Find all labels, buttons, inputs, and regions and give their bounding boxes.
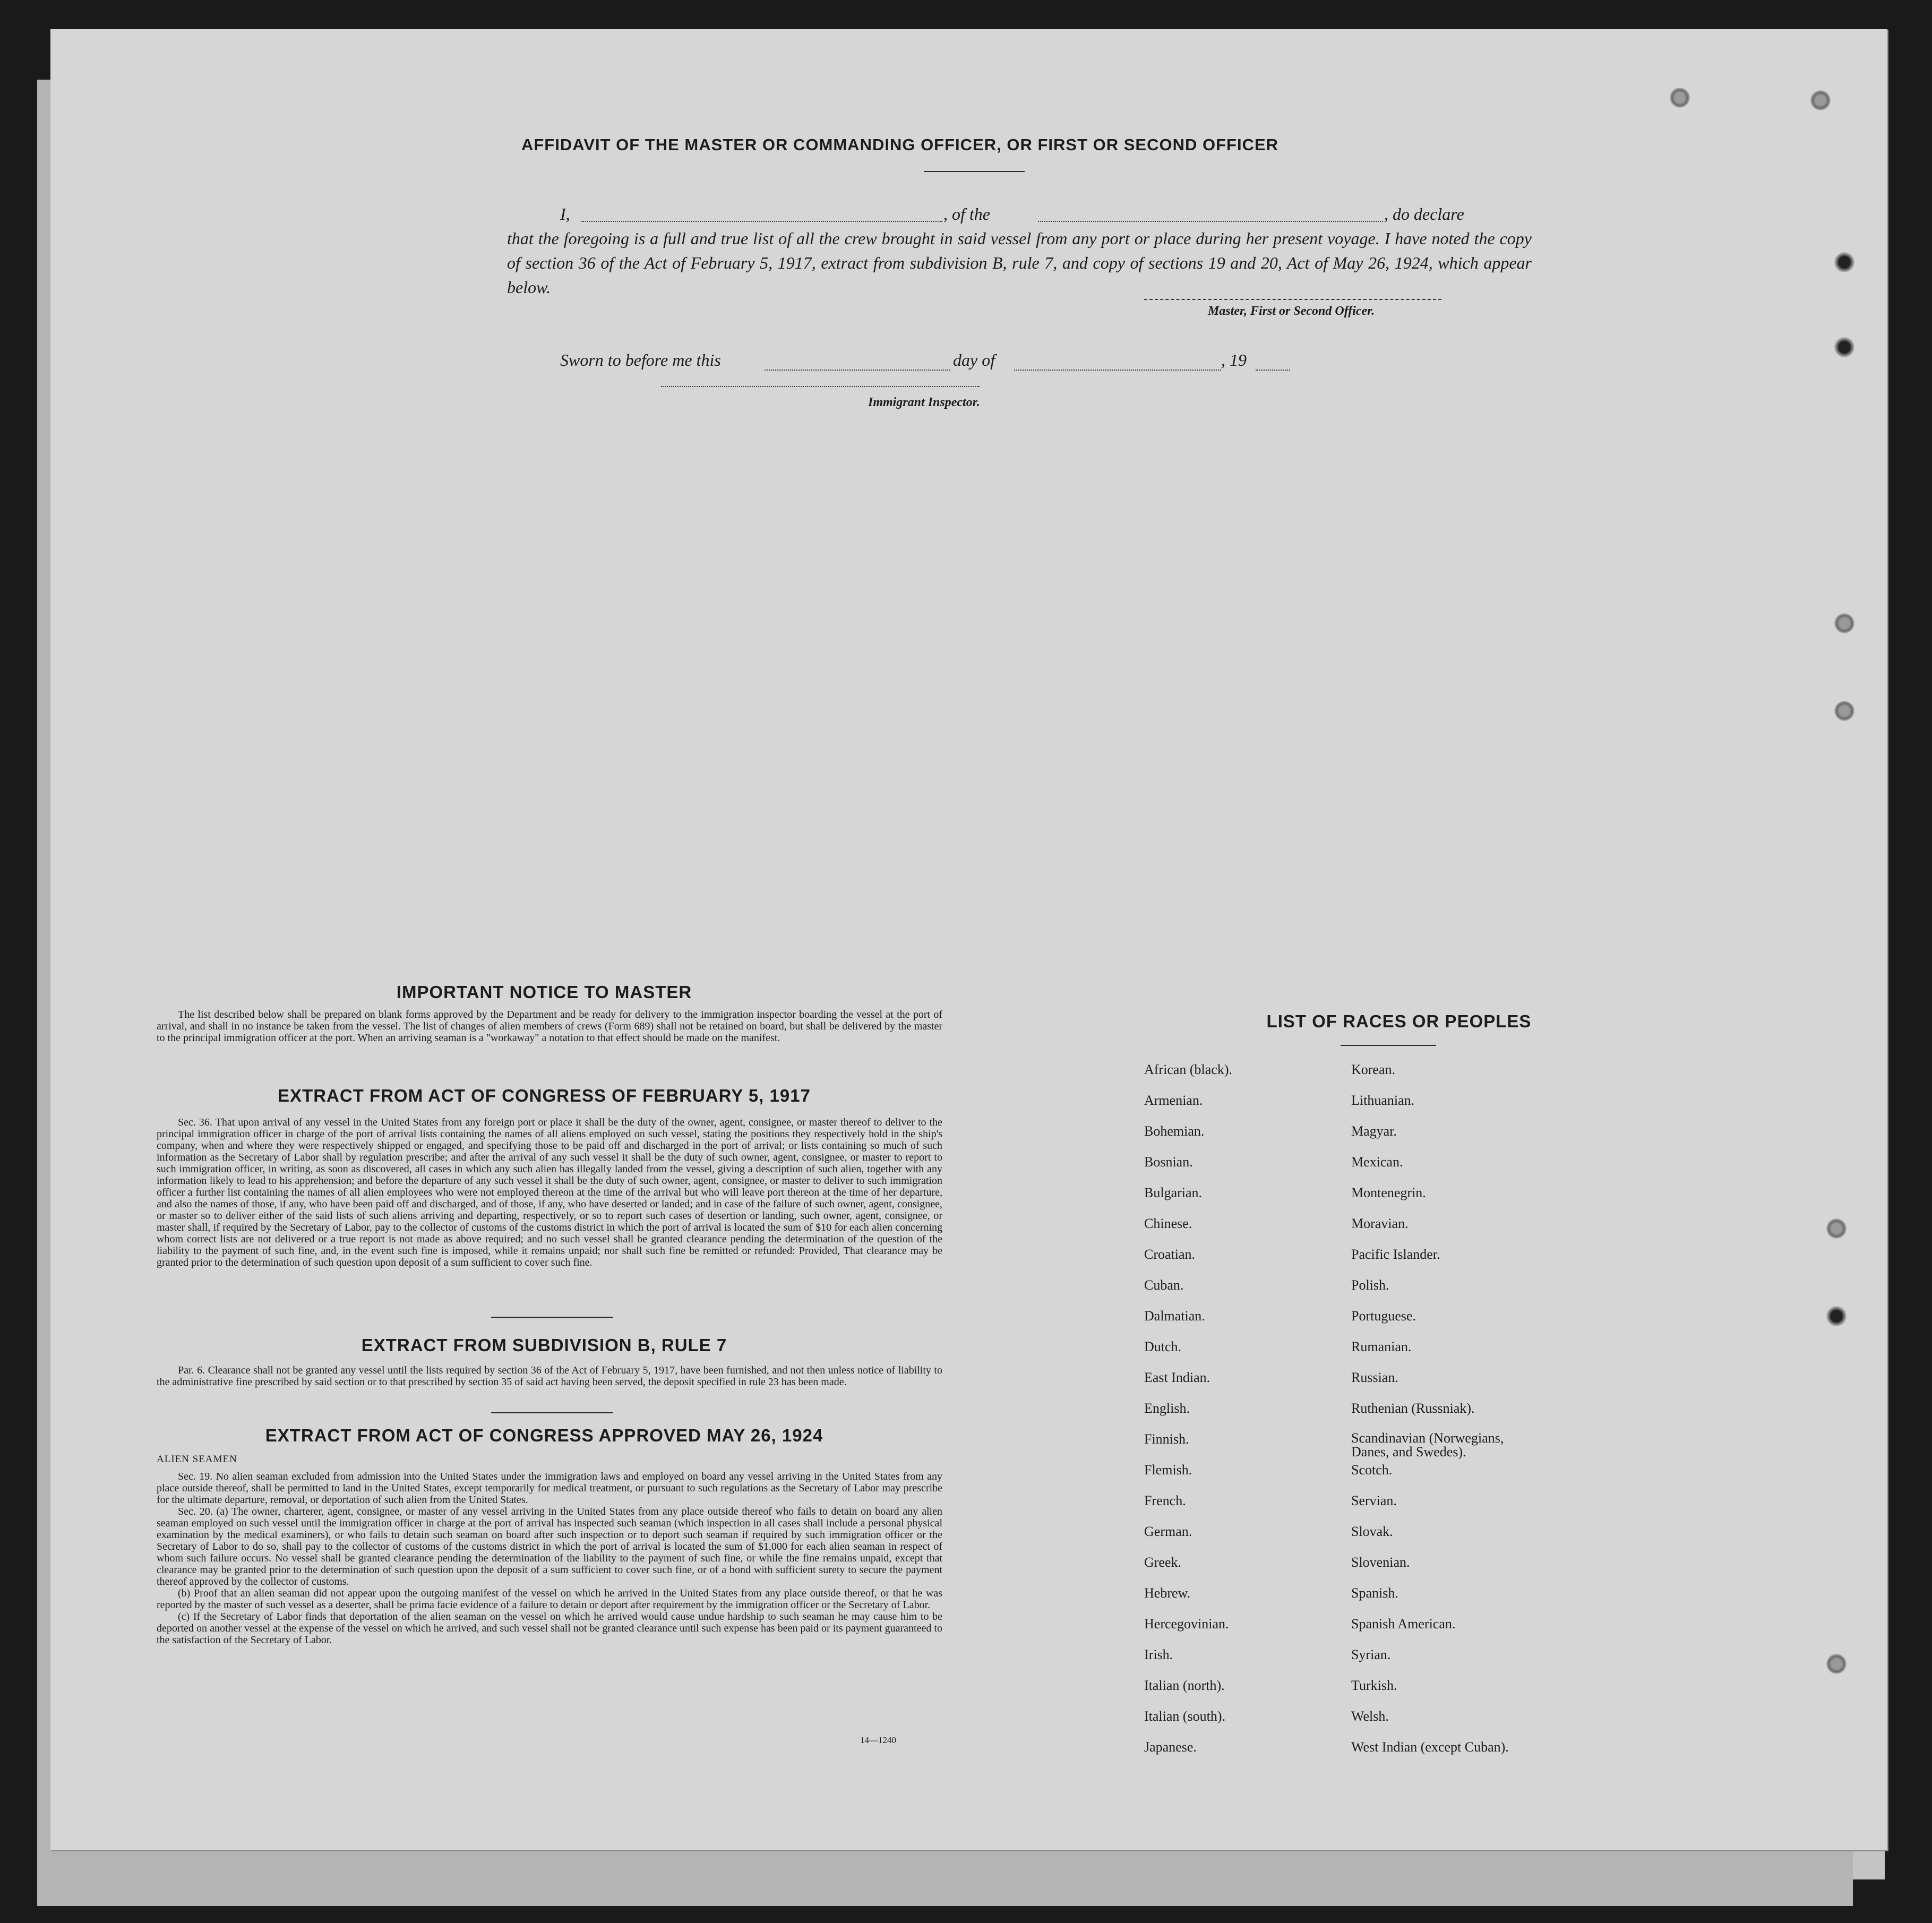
- affidavit-first-line: [507, 202, 1532, 226]
- race-item: Scotch.: [1351, 1462, 1393, 1478]
- race-item: Slovak.: [1351, 1524, 1393, 1539]
- races-title: LIST OF RACES OR PEOPLES: [1266, 1011, 1532, 1031]
- race-item: Polish.: [1351, 1277, 1389, 1293]
- race-item: Bohemian.: [1144, 1123, 1205, 1139]
- section-20a: Sec. 20. (a) The owner, charterer, agent, consignee, or master of any vessel arriving in the United States from any place outside thereof who fails to detain on board any alien seaman employed on such vessel until the immigration officer in charge at the port of arrival has inspected such seaman (which inspection in all cases shall include a personal physical examination by the medical examiners), or who fails to detain such seaman on board after such inspection or to deport such seaman if required by such immigration officer or the Secretary of Labor to do so, shall pay to the collector of customs of the customs district in which the port of arrival is located the sum of $1,000 for each alien seaman in respect of whom such failure occurs. No vessel shall be granted clearance pending the determination of the liability to the payment of such fine, or while the fine remains unpaid, except that clearance may be granted prior to the determination of such question upon the deposit of a sum sufficient to cover such fine, or of a bond with sufficient surety to secure the payment thereof approved by the collector of customs.: [157, 1506, 942, 1587]
- race-item: Greek.: [1144, 1555, 1182, 1570]
- race-item: Portuguese.: [1351, 1308, 1416, 1324]
- notice-title: IMPORTANT NOTICE TO MASTER: [396, 982, 692, 1002]
- affidavit-statement: that the foregoing is a full and true list of all the crew brought in said vessel from any port or place during her present voyage. I have noted the copy of section 36 of the Act of February 5, 1917, extract from subdivision B, rule 7, and copy of sections 19 and 20, Act of May 26, 1924, which appear below.: [507, 229, 1532, 297]
- race-item: Magyar.: [1351, 1123, 1397, 1139]
- punch-hole: [1834, 337, 1854, 357]
- race-item: Scandinavian (Norwegians, Danes, and Swedes).: [1351, 1430, 1504, 1460]
- sworn-month-blank[interactable]: [1014, 370, 1221, 371]
- sworn-day-blank[interactable]: [765, 370, 950, 371]
- race-item: Servian.: [1351, 1493, 1397, 1508]
- section-19: Sec. 19. No alien seaman excluded from admission into the United States under the immigration laws and employed on board any vessel arriving in the United States from any place outside thereof, shall be permitted to land in the United States, except temporarily for medical treatment, or pursuant to such regulations as the Secretary of Labor may prescribe for the ultimate departure, removal, or deportation of such alien from the United States.: [157, 1471, 942, 1506]
- race-item: Montenegrin.: [1351, 1185, 1426, 1200]
- race-item: Bulgarian.: [1144, 1185, 1203, 1200]
- extract-1924-title: EXTRACT FROM ACT OF CONGRESS APPROVED MAY 26, 1924: [265, 1426, 823, 1445]
- affidavit-do-declare: , do declare: [1384, 204, 1464, 224]
- race-item: Spanish.: [1351, 1585, 1398, 1601]
- sworn-line: [560, 350, 1303, 375]
- sworn-prefix: Sworn to before me this: [560, 350, 721, 370]
- punch-hole: [1834, 701, 1854, 721]
- race-item: Syrian.: [1351, 1647, 1391, 1662]
- race-item: Dalmatian.: [1144, 1308, 1205, 1324]
- inspector-caption: Immigrant Inspector.: [868, 396, 980, 409]
- name-blank[interactable]: [581, 221, 942, 222]
- punch-hole: [1670, 88, 1690, 108]
- race-item: Flemish.: [1144, 1462, 1192, 1478]
- vessel-blank[interactable]: [1038, 221, 1383, 222]
- race-item: Mexican.: [1351, 1154, 1403, 1170]
- race-item: Rumanian.: [1351, 1339, 1412, 1354]
- extract-rule7-text: [157, 1364, 942, 1388]
- affidavit-i: I,: [560, 204, 570, 224]
- signature-caption: Master, First or Second Officer.: [1208, 304, 1375, 318]
- divider: [1341, 1045, 1436, 1046]
- race-item: Hebrew.: [1144, 1585, 1191, 1601]
- notice-text: [157, 1009, 942, 1044]
- notice-paragraph: The list described below shall be prepared on blank forms approved by the Department and be ready for delivery to the immigration inspector boarding the vessel at the port of arrival, and shall in no instance be taken from the vessel. The list of changes of alien members of crews (Form 689) shall not be retained on board, but shall be delivered by the master to the principal immigration officer at the port. When an arriving seaman is a "workaway" a notation to that effect should be made on the manifest.: [157, 1009, 942, 1044]
- race-item: German.: [1144, 1524, 1192, 1539]
- extract-1917-title: EXTRACT FROM ACT OF CONGRESS OF FEBRUARY 5, 1917: [278, 1086, 811, 1105]
- race-item: Armenian.: [1144, 1093, 1203, 1108]
- section-20b: (b) Proof that an alien seaman did not appear upon the outgoing manifest of the vessel on which he arrived in the United States from any place outside thereof, or that he was reported by the master of such vessel as a deserter, shall be prima facie evidence of a failure to detain or deport after requirement by the immigration officer or the Secretary of Labor.: [157, 1587, 942, 1611]
- race-item: Spanish American.: [1351, 1616, 1456, 1632]
- sworn-day-of: day of: [953, 350, 995, 370]
- punch-hole: [1834, 252, 1854, 272]
- race-item: Turkish.: [1351, 1678, 1397, 1693]
- race-item: Ruthenian (Russniak).: [1351, 1401, 1475, 1416]
- race-item: Russian.: [1351, 1370, 1398, 1385]
- race-item: Italian (south).: [1144, 1709, 1226, 1724]
- divider: [491, 1412, 613, 1413]
- section-20c: (c) If the Secretary of Labor finds that deportation of the alien seaman on the vessel on which he arrived would cause undue hardship to such seaman he may cause him to be deported on another vessel at the expense of the vessel on which he arrived, and such vessel shall not be granted clearance until such expense has been paid or its payment guaranteed to the satisfaction of the Secretary of Labor.: [157, 1611, 942, 1646]
- alien-seamen-subtitle: ALIEN SEAMEN: [157, 1454, 237, 1465]
- race-item: Bosnian.: [1144, 1154, 1193, 1170]
- affidavit-title: AFFIDAVIT OF THE MASTER OR COMMANDING OFFICER, OR FIRST OR SECOND OFFICER: [521, 135, 1279, 154]
- race-item: French.: [1144, 1493, 1186, 1508]
- race-item: East Indian.: [1144, 1370, 1210, 1385]
- race-item: Finnish.: [1144, 1431, 1189, 1447]
- document-page: [50, 29, 1887, 1850]
- sworn-year-blank[interactable]: [1256, 370, 1290, 371]
- form-number: 14—1240: [860, 1735, 896, 1745]
- inspector-signature-line[interactable]: [661, 386, 980, 387]
- race-item: Japanese.: [1144, 1739, 1197, 1755]
- race-item: Moravian.: [1351, 1216, 1409, 1231]
- punch-hole: [1826, 1654, 1847, 1674]
- races-right-column: [1341, 1062, 1617, 1770]
- extract-1924-text: [157, 1471, 942, 1646]
- extract-rule7-title: EXTRACT FROM SUBDIVISION B, RULE 7: [361, 1335, 727, 1355]
- race-item: Hercegovinian.: [1144, 1616, 1229, 1632]
- extract-1917-text: [157, 1117, 942, 1268]
- race-item: Lithuanian.: [1351, 1093, 1415, 1108]
- section-36: Sec. 36. That upon arrival of any vessel in the United States from any foreign port or place it shall be the duty of the owner, agent, consignee, or master thereof to deliver to the principal immigration officer in charge of the port of arrival lists containing the names of all aliens employed on such vessel, stating the positions they respectively hold in the ship's company, when and where they were respectively shipped or engaged, and specifying those to be paid off and discharged in the port of arrival; or lists containing so much of such information as the Secretary of Labor shall by regulation prescribe; and after the arrival of any such vessel it shall be the duty of such owner, agent, consignee, or master to report to such immigration officer, in writing, as soon as discovered, all cases in which any such alien has illegally landed from the vessel, giving a description of such alien, together with any information likely to lead to his apprehension; and before the departure of any such vessel it shall be the duty of such owner, agent, consignee, or master to deliver to such immigration officer a further list containing the names of all alien employees who were not employed thereon at the time of the arrival but who will leave port thereon at the time of her departure, and also the names of those, if any, who have been paid off and discharged, and of those, if any, who have deserted or landed; and in case of the failure of such owner, agent, consignee, or master so to deliver either of the said lists of such aliens arriving and departing, respectively, or so to report such cases of desertion or landing, such owner, agent, consignee, or master shall, if required by the Secretary of Labor, pay to the collector of customs of the customs district in which the port of arrival is located the sum of $10 for each alien concerning whom correct lists are not delivered or a true report is not made as above required; and no such vessel shall be granted clearance pending the determination of the question of the liability to the payment of such fine, and, in the event such fine is imposed, while it remains unpaid; nor shall such fine be remitted or refunded: Provided, That clearance may be granted prior to the determination of such question upon deposit of a sum sufficient to cover such fine.: [157, 1117, 942, 1268]
- sworn-year: , 19: [1221, 350, 1247, 370]
- race-item: African (black).: [1144, 1062, 1233, 1077]
- race-item: Slovenian.: [1351, 1555, 1410, 1570]
- race-item: Irish.: [1144, 1647, 1173, 1662]
- race-item: Croatian.: [1144, 1247, 1196, 1262]
- divider: [491, 1317, 613, 1318]
- affidavit-body: [507, 202, 1532, 299]
- race-item: Cuban.: [1144, 1277, 1184, 1293]
- races-left-column: [1144, 1062, 1346, 1770]
- punch-hole: [1826, 1306, 1847, 1326]
- divider: [924, 171, 1025, 172]
- race-item: Korean.: [1351, 1062, 1396, 1077]
- race-item: West Indian (except Cuban).: [1351, 1739, 1509, 1755]
- punch-hole: [1826, 1218, 1847, 1239]
- affidavit-of-the: , of the: [943, 204, 990, 224]
- race-item: English.: [1144, 1401, 1190, 1416]
- punch-hole: [1810, 90, 1831, 110]
- race-item: Dutch.: [1144, 1339, 1182, 1354]
- signature-line[interactable]: [1144, 299, 1441, 300]
- race-item: Welsh.: [1351, 1709, 1389, 1724]
- punch-hole: [1834, 613, 1854, 633]
- paragraph-6: Par. 6. Clearance shall not be granted any vessel until the lists required by section 36 of the Act of February 5, 1917, have been furnished, and not then unless notice of liability to the administrative fine prescribed by said section or to that prescribed by section 35 of said act having been served, the deposit specified in rule 23 has been made.: [157, 1364, 942, 1388]
- race-item: Chinese.: [1144, 1216, 1192, 1231]
- race-item: Italian (north).: [1144, 1678, 1225, 1693]
- race-item: Pacific Islander.: [1351, 1247, 1440, 1262]
